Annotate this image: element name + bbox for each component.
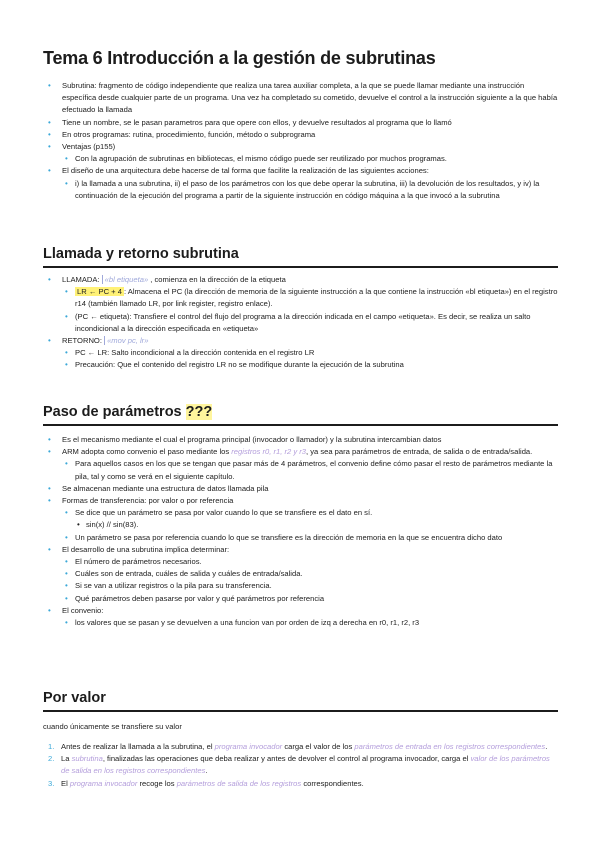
- list-item: • PC ← LR: Salto incondicional a la dirección contenida en el registro LR: [62, 347, 558, 359]
- list-item: 3. El programa invocador recoge los parámetros de salida de los registros correspondientes.: [48, 778, 364, 788]
- inline-code: registros r0, r1, r2 y r3: [231, 447, 306, 457]
- list-item: • El desarrollo de una subrutina implica determinar: • El número de parámetros necesarios. • Cuáles son de entrada, cuáles de salida y cuáles de entrada/salida. • Si se van a utilizar registros o la pila para su transferencia. • Qué parámetros deben pasarse por valor y qué parámetros por referencia: [43, 544, 558, 605]
- list-item: • Si se van a utilizar registros o la pila para su transferencia.: [62, 580, 558, 592]
- list-item: • Ventajas (p155) • Con la agrupación de subrutinas en bibliotecas, el mismo código puede ser reutilizado por muchos programas.: [43, 141, 558, 165]
- list-item: • i) la llamada a una subrutina, ii) el paso de los parámetros con los que debe operar la subrutina, iii) la devolución de los resultados, y iv) la continuación de la ejecución del programa a partir de la siguiente instrucción en código máquina a la que invocó a la subrutina: [62, 178, 558, 202]
- list-item: • (PC ← etiqueta): Transfiere el control del flujo del programa a la dirección indicada en el campo «etiqueta». Es decir, se realiza un salto incondicional a la dirección especificada en «etiqueta»: [62, 311, 558, 335]
- list-item: • Precaución: Que el contenido del registro LR no se modifique durante la ejecución de la subrutina: [62, 359, 558, 371]
- list-item: • Tiene un nombre, se le pasan parametros para que opere con ellos, y devuelve resultados al programa que lo llamó: [43, 117, 558, 129]
- list-item: • Para aquellos casos en los que se tengan que pasar más de 4 parámetros, el convenio define cómo pasar el resto de parámetros mediante la pila, tal y como se verá en el siguiente capítulo.: [62, 458, 558, 482]
- heading-rule: [43, 266, 558, 268]
- llamada-section: [43, 246, 558, 372]
- section-heading: Llamada y retorno subrutina: [43, 246, 239, 262]
- list-item: • los valores que se pasan y se devuelven a una funcion van por orden de izq a derecha en r0, r1, r2, r3: [62, 617, 558, 629]
- inline-code: «bl etiqueta»: [102, 275, 149, 284]
- highlight: LR ← PC + 4: [77, 287, 122, 297]
- list-item: • Qué parámetros deben pasarse por valor y qué parámetros por referencia: [62, 593, 558, 605]
- inline-code: «mov pc, lr»: [104, 336, 148, 345]
- list-item: 1. Antes de realizar la llamada a la subrutina, el programa invocador carga el valor de los parámetros de entrada en los registros correspondientes.: [48, 742, 548, 751]
- list-item: • sin(x) // sin(83).: [75, 519, 558, 531]
- list-item: 2. La subrutina, finalizadas las operaciones que deba realizar y antes de devolver el control al programa invocador, carga el valor de los parámetros de salida en los registros correspondientes.: [48, 754, 550, 776]
- paso-section: [43, 404, 558, 629]
- list-item: • Cuáles son de entrada, cuáles de salida y cuáles de entrada/salida.: [62, 568, 558, 580]
- list-item: • El diseño de una arquitectura debe hacerse de tal forma que facilite la realización de las siguientes acciones: • i) la llamada a una subrutina, ii) el paso de los parámetros con los que debe operar la subrutina, iii) la devolución de los resultados, y iv) la continuación de la ejecución del programa a partir de la siguiente instrucción en código máquina a la que invocó a la subrutina: [43, 165, 558, 202]
- heading-rule: [43, 424, 558, 426]
- list-item: • LR ← PC + 4 : Almacena el PC (la dirección de memoria de la siguiente instrucción a la que contiene la instrucción «bl etiqueta») en el registro r14 (también llamado LR, por link register, registro enlace).: [62, 286, 558, 310]
- list-item: • En otros programas: rutina, procedimiento, función, método o subprograma: [43, 129, 558, 141]
- section-heading: Por valor: [43, 690, 106, 706]
- list-item: • ARM adopta como convenio el paso mediante los registros r0, r1, r2 y r3, ya sea para parámetros de entrada, de salida o de entrada/salida. • Para aquellos casos en los que se tengan que pasar más de 4 parámetros, el convenio define cómo pasar el resto de parámetros mediante la pila, tal y como se verá en el siguiente capítulo.: [43, 446, 558, 483]
- list-item: • El número de parámetros necesarios.: [62, 556, 558, 568]
- list-item: • Es el mecanismo mediante el cual el programa principal (invocador o llamador) y la subrutina intercambian datos: [43, 434, 558, 446]
- list-item: • El convenio: • los valores que se pasan y se devuelven a una funcion van por orden de izq a derecha en r0, r1, r2, r3: [43, 605, 558, 629]
- page-title: Tema 6 Introducción a la gestión de subrutinas: [43, 48, 436, 68]
- highlight: ???: [185, 404, 213, 420]
- list-item: • Subrutina: fragmento de código independiente que realiza una tarea auxiliar completa, a la que se puede llamar mediante una instrucción específica desde cualquier parte de un programa. Una vez ha completado su cometido, devuelve el control a la instrucción siguiente a la que había efectuado la llamada: [43, 80, 558, 117]
- section-heading: Paso de parámetros ???: [43, 404, 213, 420]
- porvalor-section: [43, 690, 558, 790]
- list-item: • Con la agrupación de subrutinas en bibliotecas, el mismo código puede ser reutilizado por muchos programas.: [62, 153, 558, 165]
- list-item: • LLAMADA: «bl etiqueta» , comienza en la dirección de la etiqueta • LR ← PC + 4 : Almacena el PC (la dirección de memoria de la siguiente instrucción a la que contiene la instrucción «bl etiqueta») en el registro r14 (también llamado LR, por link register, registro enlace). • (PC ← etiqueta): Transfiere el control del flujo del programa a la dirección indicada en el campo «etiqueta». Es decir, se realiza un salto incondicional a la dirección especificada en «etiqueta»: [43, 274, 558, 335]
- intro-section: [43, 80, 558, 202]
- list-item: • Un parámetro se pasa por referencia cuando lo que se transfiere es la dirección de memoria en la que se encuentra dicho dato: [62, 532, 558, 544]
- list-item: • Se almacenan mediante una estructura de datos llamada pila: [43, 483, 558, 495]
- list-item: • Se dice que un parámetro se pasa por valor cuando lo que se transfiere es el dato en sí. • sin(x) // sin(83).: [62, 507, 558, 531]
- subtitle: cuando únicamente se transfiere su valor: [43, 722, 182, 731]
- heading-rule: [43, 710, 558, 712]
- list-item: • Formas de transferencia: por valor o por referencia • Se dice que un parámetro se pasa por valor cuando lo que se transfiere es el dato en sí. • sin(x) // sin(83). • Un parámetro se pasa por referencia cuando lo que se transfiere es la dirección de memoria en la que se encuentra dicho dato: [43, 495, 558, 544]
- list-item: • RETORNO: «mov pc, lr» • PC ← LR: Salto incondicional a la dirección contenida en el registro LR • Precaución: Que el contenido del registro LR no se modifique durante la ejecución de la subrutina: [43, 335, 558, 372]
